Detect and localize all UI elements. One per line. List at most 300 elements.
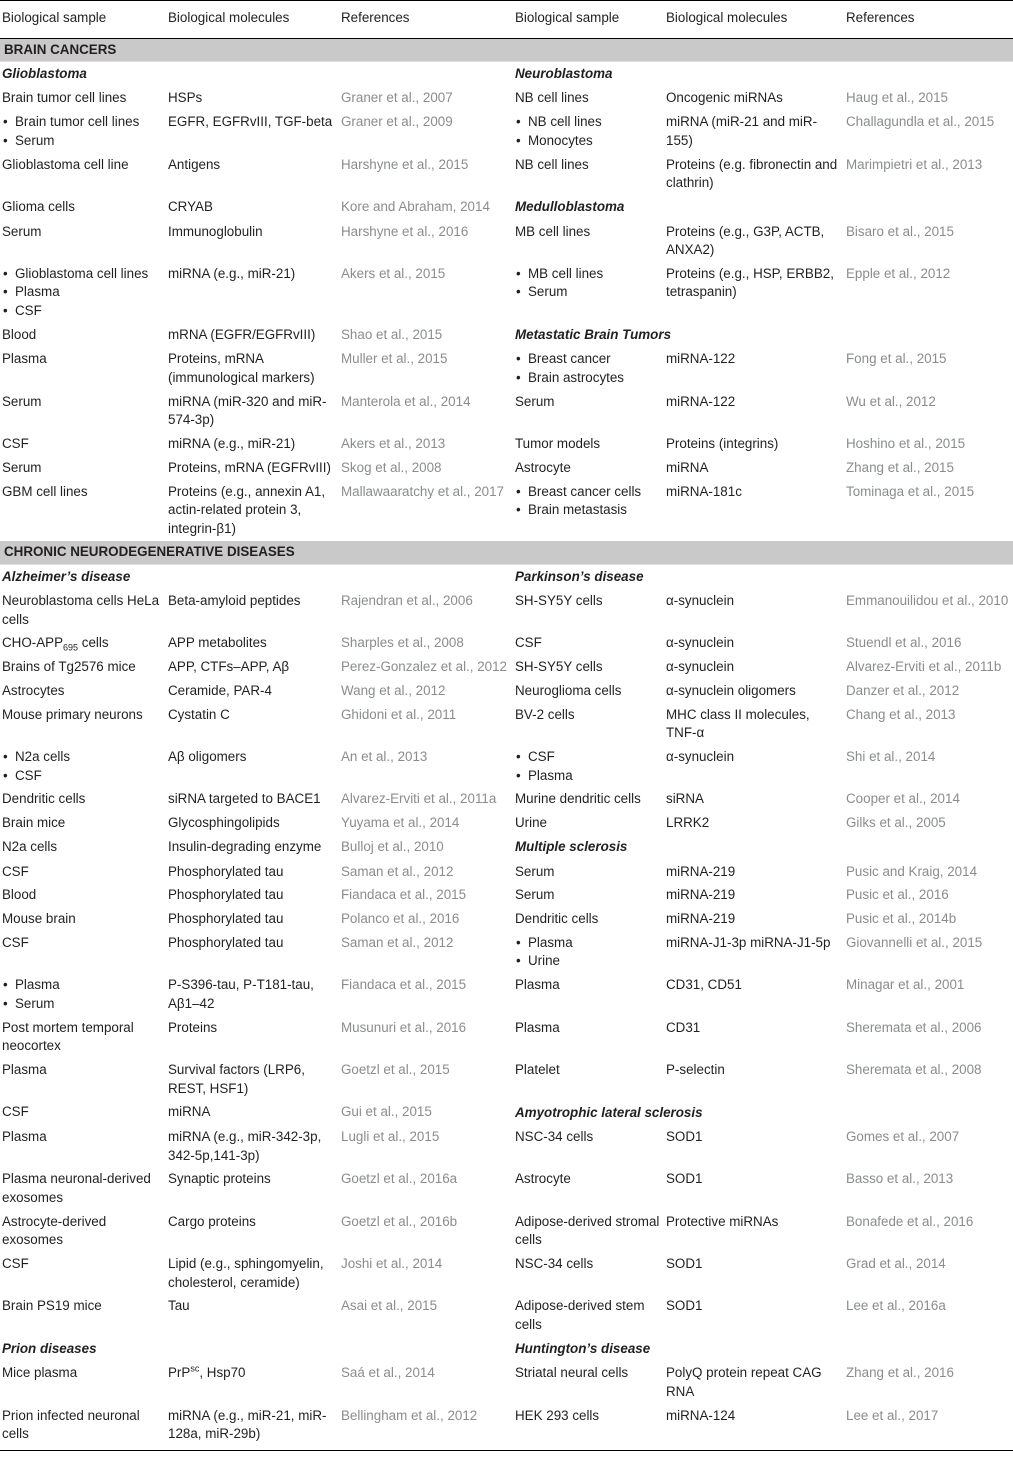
reference-cell <box>339 195 513 220</box>
sample-cell <box>0 974 166 1016</box>
sample-cell <box>513 87 664 111</box>
molecule-cell <box>166 655 339 679</box>
sample-text: Urine <box>515 815 547 831</box>
subsection-title: Medulloblastoma <box>515 199 625 215</box>
sample-text: Serum <box>515 887 555 903</box>
reference-text: Bonafede et al., 2016 <box>846 1213 974 1229</box>
molecule-text: miRNA (miR-320 and miR-574-3p) <box>168 393 327 428</box>
reference-text: Bulloj et al., 2010 <box>341 838 444 854</box>
molecule-text: miRNA <box>666 459 709 475</box>
sample-text: Plasma neuronal-derived exosomes <box>2 1171 151 1205</box>
reference-cell <box>339 745 513 787</box>
molecule-cell <box>166 679 339 703</box>
sample-text: SH-SY5Y cells <box>515 659 603 675</box>
molecule-text: Proteins, mRNA (immunological markers) <box>168 351 315 386</box>
reference-cell <box>844 1362 1013 1404</box>
superscript: sc <box>190 1363 200 1374</box>
sample-text: Neuroblastoma cells HeLa cells <box>2 592 160 627</box>
sample-text: Serum <box>515 863 555 879</box>
table-row <box>0 1337 1013 1362</box>
sample-cell <box>513 745 664 787</box>
sample-text: Brain PS19 mice <box>2 1298 102 1314</box>
table-row <box>0 323 1013 348</box>
table-row <box>0 1168 1013 1210</box>
reference-cell <box>844 1253 1013 1295</box>
sample-text: Astrocyte <box>515 459 571 475</box>
molecule-cell <box>166 111 339 153</box>
sample-cell <box>0 433 166 457</box>
molecule-text: miRNA (e.g., miR-21, miR-128a, miR-29b) <box>168 1407 327 1442</box>
molecule-text: PolyQ protein repeat CAG RNA <box>666 1365 822 1400</box>
reference-text: Minagar et al., 2001 <box>846 977 965 993</box>
sample-cell <box>0 931 166 973</box>
molecule-cell <box>664 220 844 262</box>
sample-text: SH-SY5Y cells <box>515 592 603 608</box>
reference-text: Harshyne et al., 2016 <box>341 223 469 239</box>
reference-text: Gomes et al., 2007 <box>846 1128 960 1144</box>
sample-text: Tumor models <box>515 436 601 452</box>
reference-text: Lugli et al., 2015 <box>341 1128 440 1144</box>
reference-text: Zhang et al., 2016 <box>846 1365 954 1381</box>
sample-text: CSF <box>2 863 29 879</box>
reference-text: Basso et al., 2013 <box>846 1171 954 1187</box>
molecule-cell <box>166 153 339 195</box>
sample-cell <box>0 195 166 220</box>
reference-cell <box>844 1295 1013 1337</box>
sample-cell <box>513 111 664 153</box>
sample-cell <box>513 1404 664 1450</box>
molecule-cell <box>664 153 844 195</box>
sample-cell <box>0 703 166 745</box>
table-row <box>0 1295 1013 1337</box>
molecule-text: mRNA (EGFR/EGFRvIII) <box>168 326 316 342</box>
reference-cell <box>844 632 1013 656</box>
reference-text: Manterola et al., 2014 <box>341 393 471 409</box>
sample-text: Mice plasma <box>2 1365 78 1381</box>
molecule-cell <box>166 220 339 262</box>
reference-text: Bisaro et al., 2015 <box>846 223 954 239</box>
sample-cell <box>0 812 166 836</box>
sample-text: Serum <box>2 223 42 239</box>
sample-text: CSF <box>515 635 542 651</box>
reference-text: Shao et al., 2015 <box>341 326 443 342</box>
reference-text: Graner et al., 2007 <box>341 90 453 106</box>
table-row <box>0 931 1013 973</box>
sample-cell <box>513 1058 664 1100</box>
sample-cell <box>0 589 166 631</box>
reference-cell <box>339 433 513 457</box>
reference-cell <box>844 931 1013 973</box>
reference-text: Wu et al., 2012 <box>846 393 936 409</box>
reference-cell <box>844 1168 1013 1210</box>
sample-bullet: • Plasma <box>515 934 662 953</box>
sample-text: Plasma <box>515 1019 560 1035</box>
molecule-text: siRNA <box>666 791 704 807</box>
sample-bullet: • Serum <box>515 283 662 302</box>
reference-text: Chang et al., 2013 <box>846 706 956 722</box>
molecule-cell <box>664 456 844 480</box>
sample-bullet: • NB cell lines <box>515 113 662 132</box>
sample-cell <box>513 884 664 908</box>
reference-cell <box>339 1016 513 1058</box>
molecule-cell <box>664 1168 844 1210</box>
reference-cell <box>339 632 513 656</box>
sample-cell <box>0 153 166 195</box>
sample-bullet: • Plasma <box>515 767 662 786</box>
reference-cell <box>339 1125 513 1167</box>
reference-text: Hoshino et al., 2015 <box>846 436 966 452</box>
reference-cell <box>844 220 1013 262</box>
reference-text: Challagundla et al., 2015 <box>846 114 995 130</box>
sample-text: Serum <box>2 459 42 475</box>
reference-cell <box>844 589 1013 631</box>
table-row <box>0 632 1013 656</box>
molecule-cell <box>664 1210 844 1252</box>
reference-text: Pusic et al., 2014b <box>846 911 957 927</box>
reference-cell <box>844 812 1013 836</box>
molecule-text: Glycosphingolipids <box>168 815 280 831</box>
table-row <box>0 195 1013 220</box>
molecule-text: Proteins (e.g., annexin A1, actin-related protein 3, integrin-β1) <box>168 483 326 536</box>
molecule-cell <box>664 1016 844 1058</box>
sample-text: CSF <box>2 1104 29 1120</box>
molecule-cell <box>166 1168 339 1210</box>
molecule-text: Immunoglobulin <box>168 223 263 239</box>
molecule-cell <box>166 1125 339 1167</box>
molecule-cell <box>166 703 339 745</box>
reference-cell <box>339 323 513 348</box>
reference-cell <box>844 456 1013 480</box>
reference-cell <box>339 1253 513 1295</box>
reference-cell <box>844 703 1013 745</box>
molecule-text: miRNA-J1-3p miRNA-J1-5p <box>666 934 831 950</box>
sample-cell <box>0 1295 166 1337</box>
reference-text: Cooper et al., 2014 <box>846 791 960 807</box>
sample-bullet: • Breast cancer cells <box>515 483 662 502</box>
reference-cell <box>844 655 1013 679</box>
reference-cell <box>844 262 1013 323</box>
molecule-cell <box>664 1058 844 1100</box>
sample-cell <box>0 835 166 860</box>
sample-cell <box>513 433 664 457</box>
sample-text: BV-2 cells <box>515 706 575 722</box>
molecule-cell <box>664 433 844 457</box>
molecule-cell <box>664 589 844 631</box>
table-row <box>0 1404 1013 1450</box>
table-row <box>0 1362 1013 1404</box>
sample-text: GBM cell lines <box>2 483 88 499</box>
molecule-cell <box>664 908 844 932</box>
molecule-text: Phosphorylated tau <box>168 887 284 903</box>
molecule-cell <box>166 589 339 631</box>
sample-bullet: • Breast cancer <box>515 350 662 369</box>
reference-cell <box>844 974 1013 1016</box>
sample-cell <box>0 655 166 679</box>
reference-text: Akers et al., 2015 <box>341 265 446 281</box>
reference-text: Asai et al., 2015 <box>341 1298 438 1314</box>
reference-cell <box>339 480 513 541</box>
molecule-cell <box>166 1210 339 1252</box>
sample-cell <box>513 1125 664 1167</box>
sample-cell <box>513 788 664 812</box>
molecule-cell <box>166 195 339 220</box>
sample-text: CSF <box>2 1256 29 1272</box>
reference-cell <box>339 1210 513 1252</box>
reference-text: Lee et al., 2016a <box>846 1298 946 1314</box>
header-cell: Biological molecules <box>166 1 339 39</box>
reference-text: Graner et al., 2009 <box>341 114 453 130</box>
sample-text: Brain tumor cell lines <box>2 90 127 106</box>
reference-text: Saman et al., 2012 <box>341 863 454 879</box>
sample-cell <box>0 1362 166 1404</box>
reference-text: Joshi et al., 2014 <box>341 1256 443 1272</box>
table-row <box>0 62 1013 87</box>
molecule-text: Cystatin C <box>168 706 230 722</box>
sample-text: Plasma <box>2 1062 47 1077</box>
table-row <box>0 884 1013 908</box>
subsection-title: Amyotrophic lateral sclerosis <box>515 1104 703 1120</box>
sample-text: Astrocytes <box>2 682 65 698</box>
reference-text: Giovannelli et al., 2015 <box>846 934 983 950</box>
molecule-text: miRNA-124 <box>666 1407 736 1423</box>
subsection-title: Alzheimer’s disease <box>2 568 131 584</box>
molecule-text: Aβ oligomers <box>168 749 247 764</box>
sample-bullet: • CSF <box>2 767 164 786</box>
sample-text: Serum <box>2 393 42 409</box>
molecule-cell <box>664 480 844 541</box>
reference-text: Mallawaaratchy et al., 2017 <box>341 483 505 499</box>
reference-text: Tominaga et al., 2015 <box>846 483 975 499</box>
sample-text: Plasma <box>2 1128 47 1144</box>
sample-text: Post mortem temporal neocortex <box>2 1019 134 1054</box>
reference-text: Shi et al., 2014 <box>846 749 936 764</box>
reference-cell <box>339 220 513 262</box>
sample-bullet: • CSF <box>515 748 662 767</box>
molecule-cell <box>166 974 339 1016</box>
reference-text: Emmanouilidou et al., 2010 <box>846 592 1009 608</box>
reference-text: Bellingham et al., 2012 <box>341 1407 478 1423</box>
molecule-cell <box>166 1058 339 1100</box>
reference-cell <box>339 390 513 432</box>
molecule-cell <box>664 348 844 390</box>
molecule-cell <box>664 1404 844 1450</box>
molecule-text: SOD1 <box>666 1298 703 1314</box>
molecule-text: Proteins (e.g., G3P, ACTB, ANXA2) <box>666 223 825 258</box>
molecule-text: α-synuclein <box>666 592 735 608</box>
molecule-text: α-synuclein oligomers <box>666 682 796 698</box>
table-row <box>0 1125 1013 1167</box>
reference-text: Saman et al., 2012 <box>341 934 454 950</box>
sample-text: Murine dendritic cells <box>515 791 641 807</box>
reference-text: Goetzl et al., 2016b <box>341 1213 458 1229</box>
sample-cell <box>0 679 166 703</box>
reference-cell <box>339 1168 513 1210</box>
table-row <box>0 1210 1013 1252</box>
sample-text: Plasma <box>515 977 560 993</box>
table-row <box>0 745 1013 787</box>
section-header-row <box>0 38 1013 62</box>
reference-cell <box>844 884 1013 908</box>
sample-text: HEK 293 cells <box>515 1407 600 1423</box>
sample-text: N2a cells <box>2 838 58 854</box>
sample-text: Prion infected neuronal cells <box>2 1407 140 1442</box>
molecule-cell <box>166 931 339 973</box>
table-row <box>0 456 1013 480</box>
sample-text: MB cell lines <box>515 223 591 239</box>
subsection-title: Metastatic Brain Tumors <box>515 327 672 343</box>
sample-bullet: • Glioblastoma cell lines <box>2 265 164 284</box>
molecule-text: Beta-amyloid peptides <box>168 592 301 608</box>
sample-text: Glioma cells <box>2 198 75 214</box>
molecule-cell <box>166 323 339 348</box>
reference-text: Ghidoni et al., 2011 <box>341 706 457 722</box>
reference-text: Goetzl et al., 2015 <box>341 1062 450 1077</box>
section-header-row <box>0 541 1013 564</box>
molecule-text: miRNA-219 <box>666 911 736 927</box>
molecule-text: LRRK2 <box>666 815 710 831</box>
reference-cell <box>339 1058 513 1100</box>
reference-cell <box>844 87 1013 111</box>
sample-cell <box>0 1058 166 1100</box>
table-row <box>0 480 1013 541</box>
reference-cell <box>339 679 513 703</box>
reference-cell <box>339 1362 513 1404</box>
sample-text: CSF <box>2 436 29 452</box>
subsection-title: Neuroblastoma <box>515 66 613 82</box>
molecule-cell <box>166 1295 339 1337</box>
reference-text: Sharples et al., 2008 <box>341 635 464 651</box>
sample-cell <box>513 1210 664 1252</box>
reference-text: An et al., 2013 <box>341 749 428 764</box>
sample-cell <box>0 220 166 262</box>
table-row <box>0 220 1013 262</box>
subsection-title: Parkinson’s disease <box>515 568 644 584</box>
molecule-tail: , Hsp70 <box>199 1365 246 1381</box>
sample-cell <box>513 908 664 932</box>
sample-text: Blood <box>2 326 37 342</box>
reference-text: Epple et al., 2012 <box>846 265 951 281</box>
molecule-cell <box>664 1362 844 1404</box>
reference-text: Perez-Gonzalez et al., 2012 <box>341 659 507 675</box>
reference-cell <box>844 390 1013 432</box>
molecule-cell <box>664 703 844 745</box>
reference-cell <box>844 788 1013 812</box>
molecule-text: Proteins, mRNA (EGFRvIII) <box>168 459 331 475</box>
reference-cell <box>844 1125 1013 1167</box>
reference-cell <box>339 655 513 679</box>
sample-cell <box>513 262 664 323</box>
molecule-text: miRNA-219 <box>666 863 736 879</box>
reference-text: Stuendl et al., 2016 <box>846 635 962 651</box>
sample-cell <box>0 1210 166 1252</box>
header-cell: Biological sample <box>513 1 664 39</box>
reference-cell <box>844 1210 1013 1252</box>
table-row <box>0 348 1013 390</box>
molecule-cell <box>664 111 844 153</box>
reference-text: Lee et al., 2017 <box>846 1407 939 1423</box>
sample-text: Dendritic cells <box>515 911 599 927</box>
reference-cell <box>339 974 513 1016</box>
molecule-text: Phosphorylated tau <box>168 911 284 927</box>
sample-cell <box>513 812 664 836</box>
molecule-text: Synaptic proteins <box>168 1171 271 1187</box>
header-cell: References <box>844 1 1013 39</box>
molecule-cell <box>664 390 844 432</box>
reference-text: Zhang et al., 2015 <box>846 459 954 475</box>
molecule-cell <box>664 1295 844 1337</box>
reference-cell <box>339 87 513 111</box>
reference-text: Grad et al., 2014 <box>846 1256 946 1272</box>
sample-bullet: • Urine <box>515 952 662 971</box>
molecule-cell <box>166 1016 339 1058</box>
sample-bullet: • Brain astrocytes <box>515 369 662 388</box>
molecule-cell <box>166 348 339 390</box>
reference-text: Muller et al., 2015 <box>341 351 448 367</box>
reference-cell <box>844 348 1013 390</box>
reference-cell <box>844 745 1013 787</box>
reference-cell <box>844 908 1013 932</box>
sample-cell <box>0 111 166 153</box>
molecule-text: Phosphorylated tau <box>168 934 284 950</box>
table-row <box>0 564 1013 589</box>
molecule-cell <box>166 433 339 457</box>
molecule-text: α-synuclein <box>666 635 735 651</box>
sample-cell <box>0 908 166 932</box>
reference-text: Sheremata et al., 2008 <box>846 1062 982 1077</box>
section-title: BRAIN CANCERS <box>0 38 1013 62</box>
reference-cell <box>339 835 513 860</box>
molecule-cell <box>664 974 844 1016</box>
sample-text: Mouse brain <box>2 911 76 927</box>
sample-cell <box>0 262 166 323</box>
molecule-text: P-S396-tau, P-T181-tau, Aβ1–42 <box>168 977 314 1011</box>
sample-text: Striatal neural cells <box>515 1365 629 1381</box>
reference-text: Kore and Abraham, 2014 <box>341 198 490 214</box>
reference-text: Pusic and Kraig, 2014 <box>846 863 978 879</box>
molecule-text: Survival factors (LRP6, REST, HSF1) <box>168 1062 305 1096</box>
reference-text: Akers et al., 2013 <box>341 436 446 452</box>
sample-text: NB cell lines <box>515 156 589 172</box>
header-cell: Biological molecules <box>664 1 844 39</box>
reference-cell <box>339 860 513 884</box>
sample-text: CHO-APP <box>2 635 64 651</box>
molecule-text: Oncogenic miRNAs <box>666 90 783 106</box>
molecule-text: α-synuclein <box>666 749 735 764</box>
sample-bullet: • Serum <box>2 995 164 1014</box>
molecule-text: MHC class II molecules, TNF-α <box>666 706 810 741</box>
sample-cell <box>0 480 166 541</box>
sample-text: Dendritic cells <box>2 791 86 807</box>
molecule-text: miRNA (e.g., miR-21) <box>168 265 296 281</box>
table-row <box>0 835 1013 860</box>
reference-text: Skog et al., 2008 <box>341 459 442 475</box>
subsection-title: Prion diseases <box>2 1341 97 1357</box>
molecule-cell <box>166 1404 339 1450</box>
sample-cell <box>0 1253 166 1295</box>
molecule-cell <box>166 456 339 480</box>
reference-text: Yuyama et al., 2014 <box>341 815 460 831</box>
sample-bullet: • Plasma <box>2 283 164 302</box>
sample-cell <box>513 860 664 884</box>
molecule-text: SOD1 <box>666 1171 703 1187</box>
sample-cell <box>0 1125 166 1167</box>
molecule-text: siRNA targeted to BACE1 <box>168 791 321 807</box>
reference-cell <box>339 812 513 836</box>
reference-cell <box>844 153 1013 195</box>
molecule-cell <box>166 1362 339 1404</box>
sample-text: Astrocyte <box>515 1171 571 1187</box>
sample-text: NB cell lines <box>515 90 589 106</box>
